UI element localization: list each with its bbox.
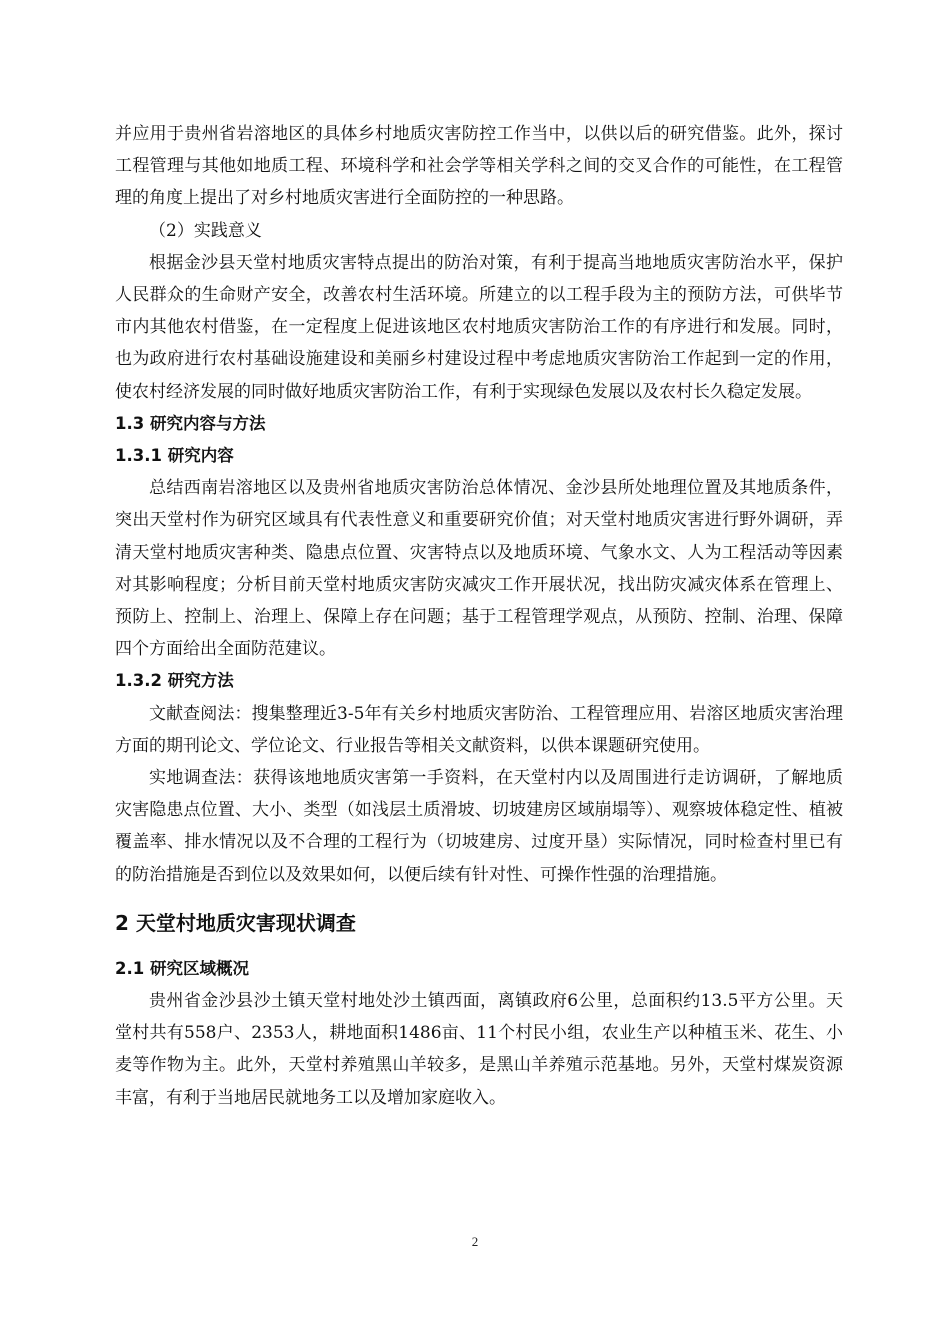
paragraph-practice-significance: 根据金沙县天堂村地质灾害特点提出的防治对策，有利于提高当地地质灾害防治水平，保护人民群众的生命财产安全，改善农村生活环境。所建立的以工程手段为主的预防方法，可供毕节市内其他农村借鉴，在一定程度上促进该地区农村地质灾害防治工作的有序进行和发展。同时，也为政府进行农村基础设施建设和美丽乡村建设过程中考虑地质灾害防治工作起到一定的作用，使农村经济发展的同时做好地质灾害防治工作，有利于实现绿色发展以及农村长久稳定发展。 (115, 252, 843, 402)
paragraph-study-area: 贵州省金沙县沙土镇天堂村地处沙土镇西面，离镇政府6公里，总面积约13.5平方公里。天堂村共有558户、2353人，耕地面积1486亩、11个村民小组，农业生产以种植玉米、花生、小麦等作物为主。此外，天堂村养殖黑山羊较多，是黑山羊养殖示范基地。另外，天堂村煤炭资源丰富，有利于当地居民就地务工以及增加家庭收入。 (115, 991, 843, 1108)
chapter-heading-2: 2 天堂村地质灾害现状调查 (115, 910, 356, 935)
paragraph-intro: 并应用于贵州省岩溶地区的具体乡村地质灾害防控工作当中，以供以后的研究借鉴。此外，探讨工程管理与其他如地质工程、环境科学和社会学等相关学科之间的交叉合作的可能性，在工程管理的角度上提出了对乡村地质灾害进行全面防控的一种思路。 (115, 124, 843, 209)
paragraph-research-content: 总结西南岩溶地区以及贵州省地质灾害防治总体情况、金沙县所处地理位置及其地质条件，突出天堂村作为研究区域具有代表性意义和重要研究价值；对天堂村地质灾害进行野外调研，弄清天堂村地质灾害种类、隐患点位置、灾害特点以及地质环境、气象水文、人为工程活动等因素对其影响程度；分析目前天堂村地质灾害防灾减灾工作开展状况，找出防灾减灾体系在管理上、预防上、控制上、治理上、保障上存在问题；基于工程管理学观点，从预防、控制、治理、保障四个方面给出全面防范建议。 (115, 478, 843, 660)
section-heading-1-3: 1.3 研究内容与方法 (115, 413, 266, 433)
subheading-practice-significance: （2）实践意义 (149, 220, 262, 241)
paragraph-literature-method: 文献查阅法：搜集整理近3-5年有关乡村地质灾害防治、工程管理应用、岩溶区地质灾害治理方面的期刊论文、学位论文、行业报告等相关文献资料，以供本课题研究使用。 (115, 703, 843, 756)
page-number: 2 (471, 1234, 479, 1249)
page-content (115, 118, 843, 1114)
section-heading-2-1: 2.1 研究区域概况 (115, 958, 249, 978)
section-heading-1-3-2: 1.3.2 研究方法 (115, 671, 234, 691)
section-heading-1-3-1: 1.3.1 研究内容 (115, 446, 234, 466)
paragraph-field-survey-method: 实地调查法：获得该地地质灾害第一手资料，在天堂村内以及周围进行走访调研，了解地质灾害隐患点位置、大小、类型（如浅层土质滑坡、切坡建房区域崩塌等）、观察坡体稳定性、植被覆盖率、排水情况以及不合理的工程行为（切坡建房、过度开垦）实际情况，同时检查村里已有的防治措施是否到位以及效果如何，以便后续有针对性、可操作性强的治理措施。 (115, 768, 843, 885)
